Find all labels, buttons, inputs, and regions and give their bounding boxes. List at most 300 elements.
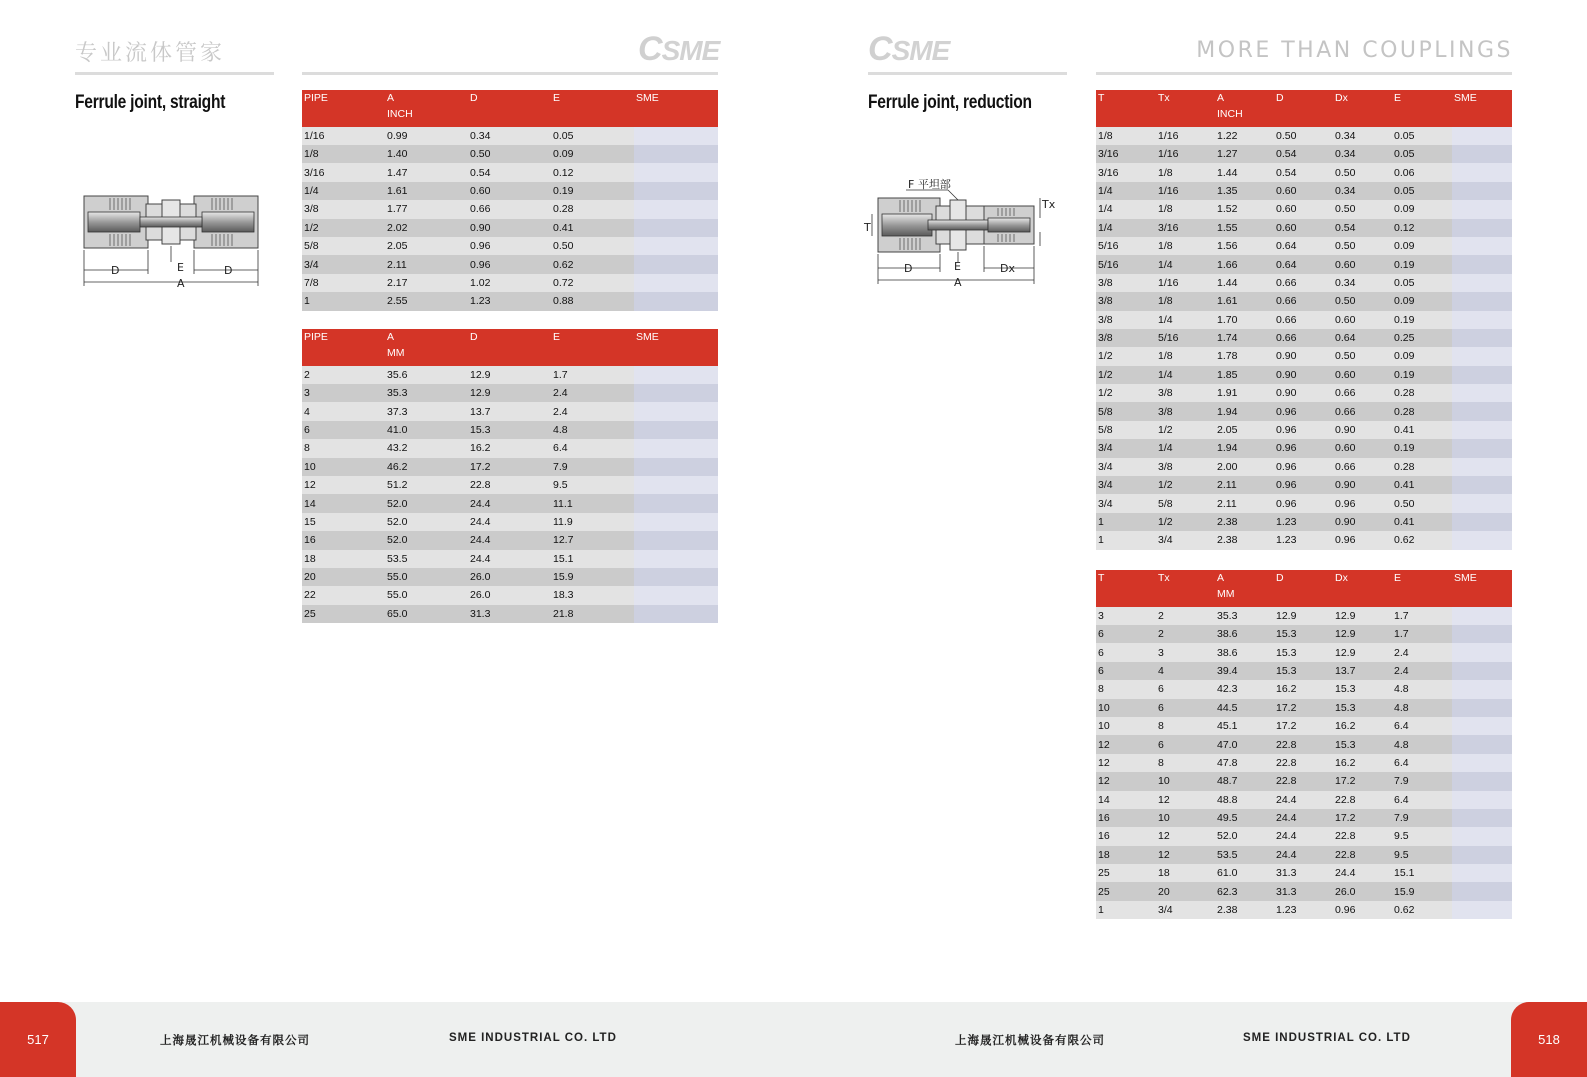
table-cell: 1.02 xyxy=(468,274,551,292)
table-cell: 1.70 xyxy=(1215,311,1274,329)
table-row xyxy=(1096,680,1512,698)
table-cell: 0.28 xyxy=(1392,384,1452,402)
table-cell: 0.54 xyxy=(468,163,551,181)
table-cell: 12.7 xyxy=(551,531,634,549)
sme-cell xyxy=(634,476,718,494)
table-cell: 16.2 xyxy=(1274,680,1333,698)
table-cell: 0.50 xyxy=(1333,163,1392,181)
sme-cell xyxy=(1452,882,1512,900)
table-row xyxy=(1096,127,1512,145)
table-row xyxy=(302,255,718,273)
table-row xyxy=(1096,827,1512,845)
table-cell: 0.28 xyxy=(1392,402,1452,420)
sme-cell xyxy=(1452,846,1512,864)
label-d: D xyxy=(904,262,913,275)
table-cell: 15 xyxy=(302,513,385,531)
table-cell: 18 xyxy=(1156,864,1215,882)
table-cell: 0.96 xyxy=(1274,439,1333,457)
table-cell: 2.02 xyxy=(385,219,468,237)
table-cell: 2 xyxy=(1156,607,1215,625)
table-cell: 0.50 xyxy=(1333,292,1392,310)
table-cell: 12 xyxy=(302,476,385,494)
table-cell: 0.50 xyxy=(1333,200,1392,218)
header-d: D xyxy=(468,90,551,108)
table-cell: 22.8 xyxy=(1274,735,1333,753)
table-cell: 46.2 xyxy=(385,458,468,476)
table-row xyxy=(302,513,718,531)
table-cell: 25 xyxy=(1096,864,1156,882)
table-cell: 1/8 xyxy=(1156,237,1215,255)
table-cell: 51.2 xyxy=(385,476,468,494)
table-cell: 1/2 xyxy=(1156,513,1215,531)
table-cell: 24.4 xyxy=(468,494,551,512)
sme-cell xyxy=(1452,827,1512,845)
table-row xyxy=(302,237,718,255)
table-cell: 0.66 xyxy=(468,200,551,218)
table-cell: 53.5 xyxy=(385,550,468,568)
table-cell: 0.66 xyxy=(1333,402,1392,420)
table-row xyxy=(302,274,718,292)
table-row xyxy=(302,163,718,181)
sme-cell xyxy=(634,163,718,181)
table-row xyxy=(1096,476,1512,494)
table-cell: 0.66 xyxy=(1274,311,1333,329)
table-cell: 48.8 xyxy=(1215,791,1274,809)
table-row xyxy=(1096,735,1512,753)
table-row xyxy=(1096,717,1512,735)
header-dx: Dx xyxy=(1333,90,1392,108)
table-cell: 31.3 xyxy=(1274,864,1333,882)
header-tx: Tx xyxy=(1156,570,1215,588)
table-cell: 15.3 xyxy=(1274,662,1333,680)
table-cell: 12 xyxy=(1096,735,1156,753)
table-cell: 0.99 xyxy=(385,127,468,145)
table-cell: 3 xyxy=(1156,643,1215,661)
header-dx: Dx xyxy=(1333,570,1392,588)
table-cell: 3/4 xyxy=(1096,458,1156,476)
table-cell: 1/4 xyxy=(1096,182,1156,200)
header-divider xyxy=(868,72,1067,75)
table-row xyxy=(1096,809,1512,827)
header-d: D xyxy=(1274,570,1333,588)
table-cell: 6 xyxy=(302,421,385,439)
table-row xyxy=(1096,163,1512,181)
table-cell: 2.4 xyxy=(551,384,634,402)
table-row xyxy=(302,421,718,439)
table-cell: 6.4 xyxy=(1392,791,1452,809)
table-cell: 3 xyxy=(1096,607,1156,625)
table-cell: 41.0 xyxy=(385,421,468,439)
table-cell: 1.94 xyxy=(1215,439,1274,457)
table-cell: 2.38 xyxy=(1215,513,1274,531)
table-cell: 35.6 xyxy=(385,366,468,384)
table-cell: 1/8 xyxy=(1156,347,1215,365)
table-cell: 21.8 xyxy=(551,605,634,623)
table-cell: 12 xyxy=(1156,846,1215,864)
header-sme: SME xyxy=(1452,570,1512,588)
table-cell: 5/8 xyxy=(1096,402,1156,420)
table-row xyxy=(302,127,718,145)
table-cell: 4 xyxy=(302,402,385,420)
table-row xyxy=(1096,791,1512,809)
table-cell: 18 xyxy=(302,550,385,568)
page-number-left: 517 xyxy=(0,1002,76,1077)
table-cell: 0.88 xyxy=(551,292,634,310)
table-row xyxy=(302,605,718,623)
table-cell: 7.9 xyxy=(551,458,634,476)
table-cell: 0.64 xyxy=(1333,329,1392,347)
table-cell: 0.62 xyxy=(1392,901,1452,919)
table-cell: 22.8 xyxy=(468,476,551,494)
table-cell: 1.35 xyxy=(1215,182,1274,200)
table-cell: 12.9 xyxy=(1333,625,1392,643)
page-number-right: 518 xyxy=(1511,1002,1587,1077)
table-cell: 5/16 xyxy=(1156,329,1215,347)
table-cell: 5/8 xyxy=(1156,494,1215,512)
sme-cell xyxy=(634,550,718,568)
sme-cell xyxy=(1452,384,1512,402)
table-cell: 0.90 xyxy=(1333,476,1392,494)
table-cell: 1/2 xyxy=(1156,421,1215,439)
table-cell: 0.41 xyxy=(1392,513,1452,531)
header-t: T xyxy=(1096,90,1156,108)
table-cell: 16 xyxy=(1096,809,1156,827)
sme-logo-right xyxy=(868,30,949,69)
table-row xyxy=(1096,864,1512,882)
table-cell: 0.09 xyxy=(1392,292,1452,310)
table-cell: 5/16 xyxy=(1096,255,1156,273)
table-cell: 3/8 xyxy=(1156,384,1215,402)
table-cell: 3/4 xyxy=(1096,494,1156,512)
sme-cell xyxy=(1452,255,1512,273)
header-pipe: PIPE xyxy=(302,329,385,347)
table-cell: 0.66 xyxy=(1274,292,1333,310)
table-cell: 0.60 xyxy=(468,182,551,200)
footer-company-en-left: SME INDUSTRIAL CO. LTD xyxy=(449,1032,617,1044)
table-cell: 2.4 xyxy=(1392,662,1452,680)
table-cell: 0.90 xyxy=(1333,421,1392,439)
table-cell: 0.72 xyxy=(551,274,634,292)
table-row xyxy=(302,219,718,237)
table-row xyxy=(302,550,718,568)
table-cell: 15.3 xyxy=(468,421,551,439)
sme-cell xyxy=(1452,219,1512,237)
table-cell: 0.05 xyxy=(1392,274,1452,292)
table-cell: 3/8 xyxy=(1096,292,1156,310)
table-cell: 7/8 xyxy=(302,274,385,292)
sme-cell xyxy=(1452,329,1512,347)
table-cell: 1/2 xyxy=(302,219,385,237)
table-cell: 0.64 xyxy=(1274,237,1333,255)
sme-cell xyxy=(1452,476,1512,494)
table-cell: 1/4 xyxy=(1096,219,1156,237)
table-cell: 0.96 xyxy=(1274,494,1333,512)
table-row xyxy=(302,568,718,586)
table-cell: 10 xyxy=(302,458,385,476)
table-row xyxy=(1096,329,1512,347)
table-cell: 24.4 xyxy=(468,531,551,549)
table-cell: 0.96 xyxy=(1333,494,1392,512)
table-cell: 0.96 xyxy=(468,237,551,255)
table-cell: 8 xyxy=(1156,717,1215,735)
sme-cell xyxy=(634,384,718,402)
sme-cell xyxy=(634,292,718,310)
sme-cell xyxy=(634,531,718,549)
table-cell: 0.96 xyxy=(468,255,551,273)
sme-cell xyxy=(634,127,718,145)
table-cell: 0.96 xyxy=(1274,458,1333,476)
table-row xyxy=(1096,292,1512,310)
header-chinese-title: 专业流体管家 xyxy=(75,41,226,66)
sme-cell xyxy=(1452,237,1512,255)
table-row xyxy=(302,439,718,457)
table-cell: 35.3 xyxy=(1215,607,1274,625)
table-cell: 2.55 xyxy=(385,292,468,310)
table-row xyxy=(302,200,718,218)
table-cell: 45.1 xyxy=(1215,717,1274,735)
table-cell: 0.66 xyxy=(1274,274,1333,292)
table-cell: 12.9 xyxy=(468,366,551,384)
table-cell: 2.4 xyxy=(1392,643,1452,661)
table-cell: 1.23 xyxy=(468,292,551,310)
table-cell: 15.9 xyxy=(1392,882,1452,900)
footer-company-en-right: SME INDUSTRIAL CO. LTD xyxy=(1243,1032,1411,1044)
table-cell: 0.34 xyxy=(1333,127,1392,145)
table-cell: 6 xyxy=(1156,699,1215,717)
table-cell: 3/8 xyxy=(1096,329,1156,347)
sme-cell xyxy=(1452,864,1512,882)
table-cell: 3/16 xyxy=(1156,219,1215,237)
sme-cell xyxy=(634,366,718,384)
table-row xyxy=(1096,643,1512,661)
table-cell: 1.66 xyxy=(1215,255,1274,273)
table-cell: 2.38 xyxy=(1215,901,1274,919)
table-cell: 0.60 xyxy=(1274,182,1333,200)
table-cell: 13.7 xyxy=(468,402,551,420)
table-cell: 0.90 xyxy=(468,219,551,237)
header-a: A xyxy=(385,329,468,347)
table-cell: 49.5 xyxy=(1215,809,1274,827)
table-row xyxy=(1096,699,1512,717)
table-cell: 15.9 xyxy=(551,568,634,586)
table-cell: 0.96 xyxy=(1274,421,1333,439)
section-title-reduction: Ferrule joint, reduction xyxy=(868,92,1032,113)
table-cell: 11.9 xyxy=(551,513,634,531)
label-t: T xyxy=(864,221,871,234)
table-cell: 0.05 xyxy=(1392,145,1452,163)
table-cell: 0.05 xyxy=(551,127,634,145)
table-cell: 17.2 xyxy=(468,458,551,476)
table-cell: 0.41 xyxy=(1392,476,1452,494)
table-row xyxy=(1096,366,1512,384)
table-cell: 52.0 xyxy=(385,531,468,549)
sme-cell xyxy=(634,255,718,273)
table-cell: 18 xyxy=(1096,846,1156,864)
table-cell: 2 xyxy=(302,366,385,384)
sme-cell xyxy=(634,494,718,512)
sme-cell xyxy=(634,402,718,420)
table-cell: 22.8 xyxy=(1274,772,1333,790)
logo-text: SME xyxy=(661,35,720,66)
table-cell: 3/4 xyxy=(302,255,385,273)
header-e: E xyxy=(551,329,634,347)
sme-cell xyxy=(634,439,718,457)
header-e: E xyxy=(1392,90,1452,108)
label-e: E xyxy=(177,261,184,274)
table-cell: 3/4 xyxy=(1156,531,1215,549)
table-cell: 1/2 xyxy=(1096,347,1156,365)
straight-joint-diagram xyxy=(80,190,265,290)
header-a: A xyxy=(1215,570,1274,588)
table-cell: 8 xyxy=(1096,680,1156,698)
table-cell: 5/8 xyxy=(302,237,385,255)
table-cell: 0.60 xyxy=(1274,219,1333,237)
table-cell: 1/4 xyxy=(1156,311,1215,329)
table-cell: 1 xyxy=(302,292,385,310)
sme-cell xyxy=(634,182,718,200)
table-cell: 0.19 xyxy=(1392,439,1452,457)
table-row xyxy=(1096,200,1512,218)
table-cell: 1/8 xyxy=(1156,292,1215,310)
table-row xyxy=(1096,772,1512,790)
table-row xyxy=(302,384,718,402)
table-cell: 15.3 xyxy=(1333,680,1392,698)
table-cell: 4.8 xyxy=(551,421,634,439)
table-row xyxy=(1096,901,1512,919)
table-row xyxy=(302,458,718,476)
table-cell: 0.96 xyxy=(1333,901,1392,919)
table-cell: 0.34 xyxy=(1333,182,1392,200)
table-cell: 22.8 xyxy=(1333,846,1392,864)
table-row xyxy=(1096,402,1512,420)
logo-text: SME xyxy=(891,35,950,66)
sme-cell xyxy=(1452,274,1512,292)
table-cell: 1 xyxy=(1096,513,1156,531)
table-cell: 37.3 xyxy=(385,402,468,420)
sme-cell xyxy=(1452,662,1512,680)
sme-cell xyxy=(1452,809,1512,827)
table-cell: 15.3 xyxy=(1333,735,1392,753)
logo-mark: C xyxy=(638,30,662,68)
table-cell: 24.4 xyxy=(1274,791,1333,809)
table-cell: 61.0 xyxy=(1215,864,1274,882)
table-cell: 1/4 xyxy=(1156,439,1215,457)
header-a: A xyxy=(1215,90,1274,108)
sme-cell xyxy=(1452,643,1512,661)
table-cell: 0.60 xyxy=(1274,200,1333,218)
table-cell: 24.4 xyxy=(1333,864,1392,882)
table-cell: 3/4 xyxy=(1156,901,1215,919)
table-cell: 0.96 xyxy=(1274,476,1333,494)
table-cell: 1 xyxy=(1096,901,1156,919)
table-cell: 1.40 xyxy=(385,145,468,163)
sme-cell xyxy=(1452,347,1512,365)
table-cell: 15.1 xyxy=(1392,864,1452,882)
table-cell: 22.8 xyxy=(1333,827,1392,845)
table-cell: 1.44 xyxy=(1215,274,1274,292)
table-cell: 10 xyxy=(1156,809,1215,827)
table-cell: 0.50 xyxy=(1333,347,1392,365)
sme-cell xyxy=(634,568,718,586)
table-cell: 39.4 xyxy=(1215,662,1274,680)
table-cell: 55.0 xyxy=(385,568,468,586)
table-cell: 0.60 xyxy=(1333,255,1392,273)
sme-cell xyxy=(1452,625,1512,643)
table-cell: 0.50 xyxy=(468,145,551,163)
table-cell: 3/8 xyxy=(1096,311,1156,329)
table-cell: 0.50 xyxy=(1392,494,1452,512)
label-d-left: D xyxy=(111,264,120,277)
table-cell: 0.64 xyxy=(1274,255,1333,273)
table-row xyxy=(1096,219,1512,237)
table-cell: 1 xyxy=(1096,531,1156,549)
sme-cell xyxy=(634,237,718,255)
table-row xyxy=(1096,662,1512,680)
header-d: D xyxy=(1274,90,1333,108)
table-row xyxy=(1096,384,1512,402)
table-cell: 0.50 xyxy=(1274,127,1333,145)
header-sme: SME xyxy=(634,329,718,347)
header-divider xyxy=(302,72,718,75)
unit-label: INCH xyxy=(1215,108,1274,126)
table-cell: 0.34 xyxy=(468,127,551,145)
table-cell: 1.55 xyxy=(1215,219,1274,237)
table-cell: 22.8 xyxy=(1274,754,1333,772)
table-cell: 1/16 xyxy=(1156,145,1215,163)
table-cell: 14 xyxy=(1096,791,1156,809)
sme-cell xyxy=(1452,145,1512,163)
sme-cell xyxy=(634,586,718,604)
table-cell: 1.23 xyxy=(1274,513,1333,531)
table-cell: 2.11 xyxy=(1215,494,1274,512)
sme-cell xyxy=(1452,513,1512,531)
label-a: A xyxy=(177,277,185,290)
table-cell: 1/4 xyxy=(1156,255,1215,273)
table-cell: 1.27 xyxy=(1215,145,1274,163)
unit-label: INCH xyxy=(385,108,468,126)
table-cell: 12.9 xyxy=(1333,607,1392,625)
table-cell: 1/8 xyxy=(1156,200,1215,218)
table-cell: 1.47 xyxy=(385,163,468,181)
table-cell: 1/16 xyxy=(1156,182,1215,200)
table-row xyxy=(1096,439,1512,457)
footer-company-cn-right: 上海晟江机械设备有限公司 xyxy=(955,1035,1105,1047)
table-row xyxy=(302,402,718,420)
sme-cell xyxy=(1452,531,1512,549)
table-cell: 1.94 xyxy=(1215,402,1274,420)
table-row xyxy=(1096,237,1512,255)
table-row xyxy=(1096,513,1512,531)
table-row xyxy=(1096,145,1512,163)
table-cell: 0.05 xyxy=(1392,127,1452,145)
sme-cell xyxy=(634,219,718,237)
table-cell: 16 xyxy=(302,531,385,549)
table-cell: 48.7 xyxy=(1215,772,1274,790)
table-cell: 12.9 xyxy=(1274,607,1333,625)
table-cell: 43.2 xyxy=(385,439,468,457)
table-cell: 25 xyxy=(302,605,385,623)
table-cell: 1.23 xyxy=(1274,531,1333,549)
table-cell: 1.7 xyxy=(1392,625,1452,643)
sme-cell xyxy=(1452,772,1512,790)
table-cell: 0.09 xyxy=(1392,347,1452,365)
table-cell: 1.23 xyxy=(1274,901,1333,919)
table-cell: 12.9 xyxy=(1333,643,1392,661)
table-cell: 0.54 xyxy=(1274,145,1333,163)
header-tx: Tx xyxy=(1156,90,1215,108)
table-cell: 1/2 xyxy=(1156,476,1215,494)
table-cell: 6 xyxy=(1096,625,1156,643)
